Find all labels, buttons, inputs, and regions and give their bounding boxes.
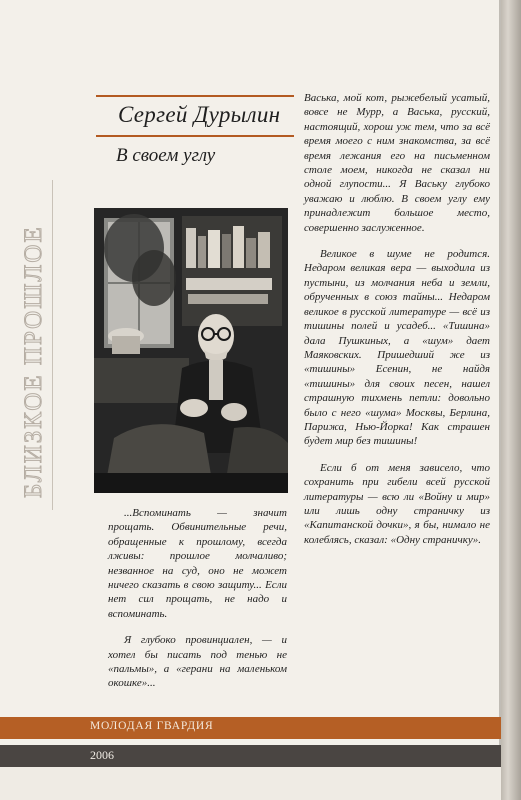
publication-year: 2006	[90, 748, 114, 762]
book-spine	[501, 0, 521, 800]
quote-paragraph: Великое в шуме не родится. Недаром великая вера — выходила из пустыни, из молчания неба и земли, обрученных в союз тайны... Недаром великое в русской литературе — всё из тишины полей и усадеб... «Тишина» дала Пушкиных, а «шум» дает Маяковских. Пришедший же из «тишины» Есенин, не найдя «тишины» для своих песен, нашел страшную тихмень петли: довольно было с него «шума» Москвы, Берлина, Парижа, Нью-Йорка! Как страшен будет мир без тишины!	[304, 248, 490, 448]
publisher-name: МОЛОДАЯ ГВАРДИЯ	[90, 720, 214, 732]
book-title: В своем углу	[116, 145, 216, 166]
quote-paragraph: Я глубоко провинциален, — и хотел бы писать под тенью не «пальмы», а «герани на маленьком окошке»...	[108, 634, 287, 690]
series-name: БЛИЗКОЕ ПРОШЛОЕ	[20, 225, 47, 498]
quote-paragraph: ...Вспоминать — значит прощать. Обвинительные речи, обращенные к прошлому, всегда лживы: прошлое молчаливо; незванное на суд, оно не может ничего сказать в свою защиту... Если нет сил прощать, не надо и вспоминать.	[108, 507, 287, 620]
spine-edge	[499, 0, 501, 800]
top-accent-rule	[96, 95, 294, 97]
bottom-margin	[0, 767, 501, 800]
author-name: Сергей Дурылин	[118, 102, 281, 127]
quote-paragraph: Васька, мой кот, рыжебелый усатый, вовсе не Мурр, а Васька, русский, настоящий, хорош уж тем, что за всё время моего с ним знакомства, за всё время лежания его на письменном столе моем, никогда не сказал ни одной глупости... Я Ваську глубоко уважаю и люблю. В своем углу ему принадлежит большое место, совершенно заслуженное.	[304, 92, 490, 234]
title-accent-rule	[96, 135, 294, 137]
year-band	[0, 745, 501, 767]
quotes-right-column	[304, 91, 490, 559]
publisher-band	[0, 717, 501, 739]
author-photo	[94, 208, 288, 493]
series-divider	[52, 180, 53, 510]
quote-paragraph: Если б от меня зависело, что сохранить при гибели всей русской литературы — всю ли «Войну и мир» или лишь одну страничку из «Капитанской дочки», я бы, нимало не колеблясь, сказал: «Одну страничку».	[304, 461, 490, 546]
quotes-left-column	[108, 506, 287, 703]
